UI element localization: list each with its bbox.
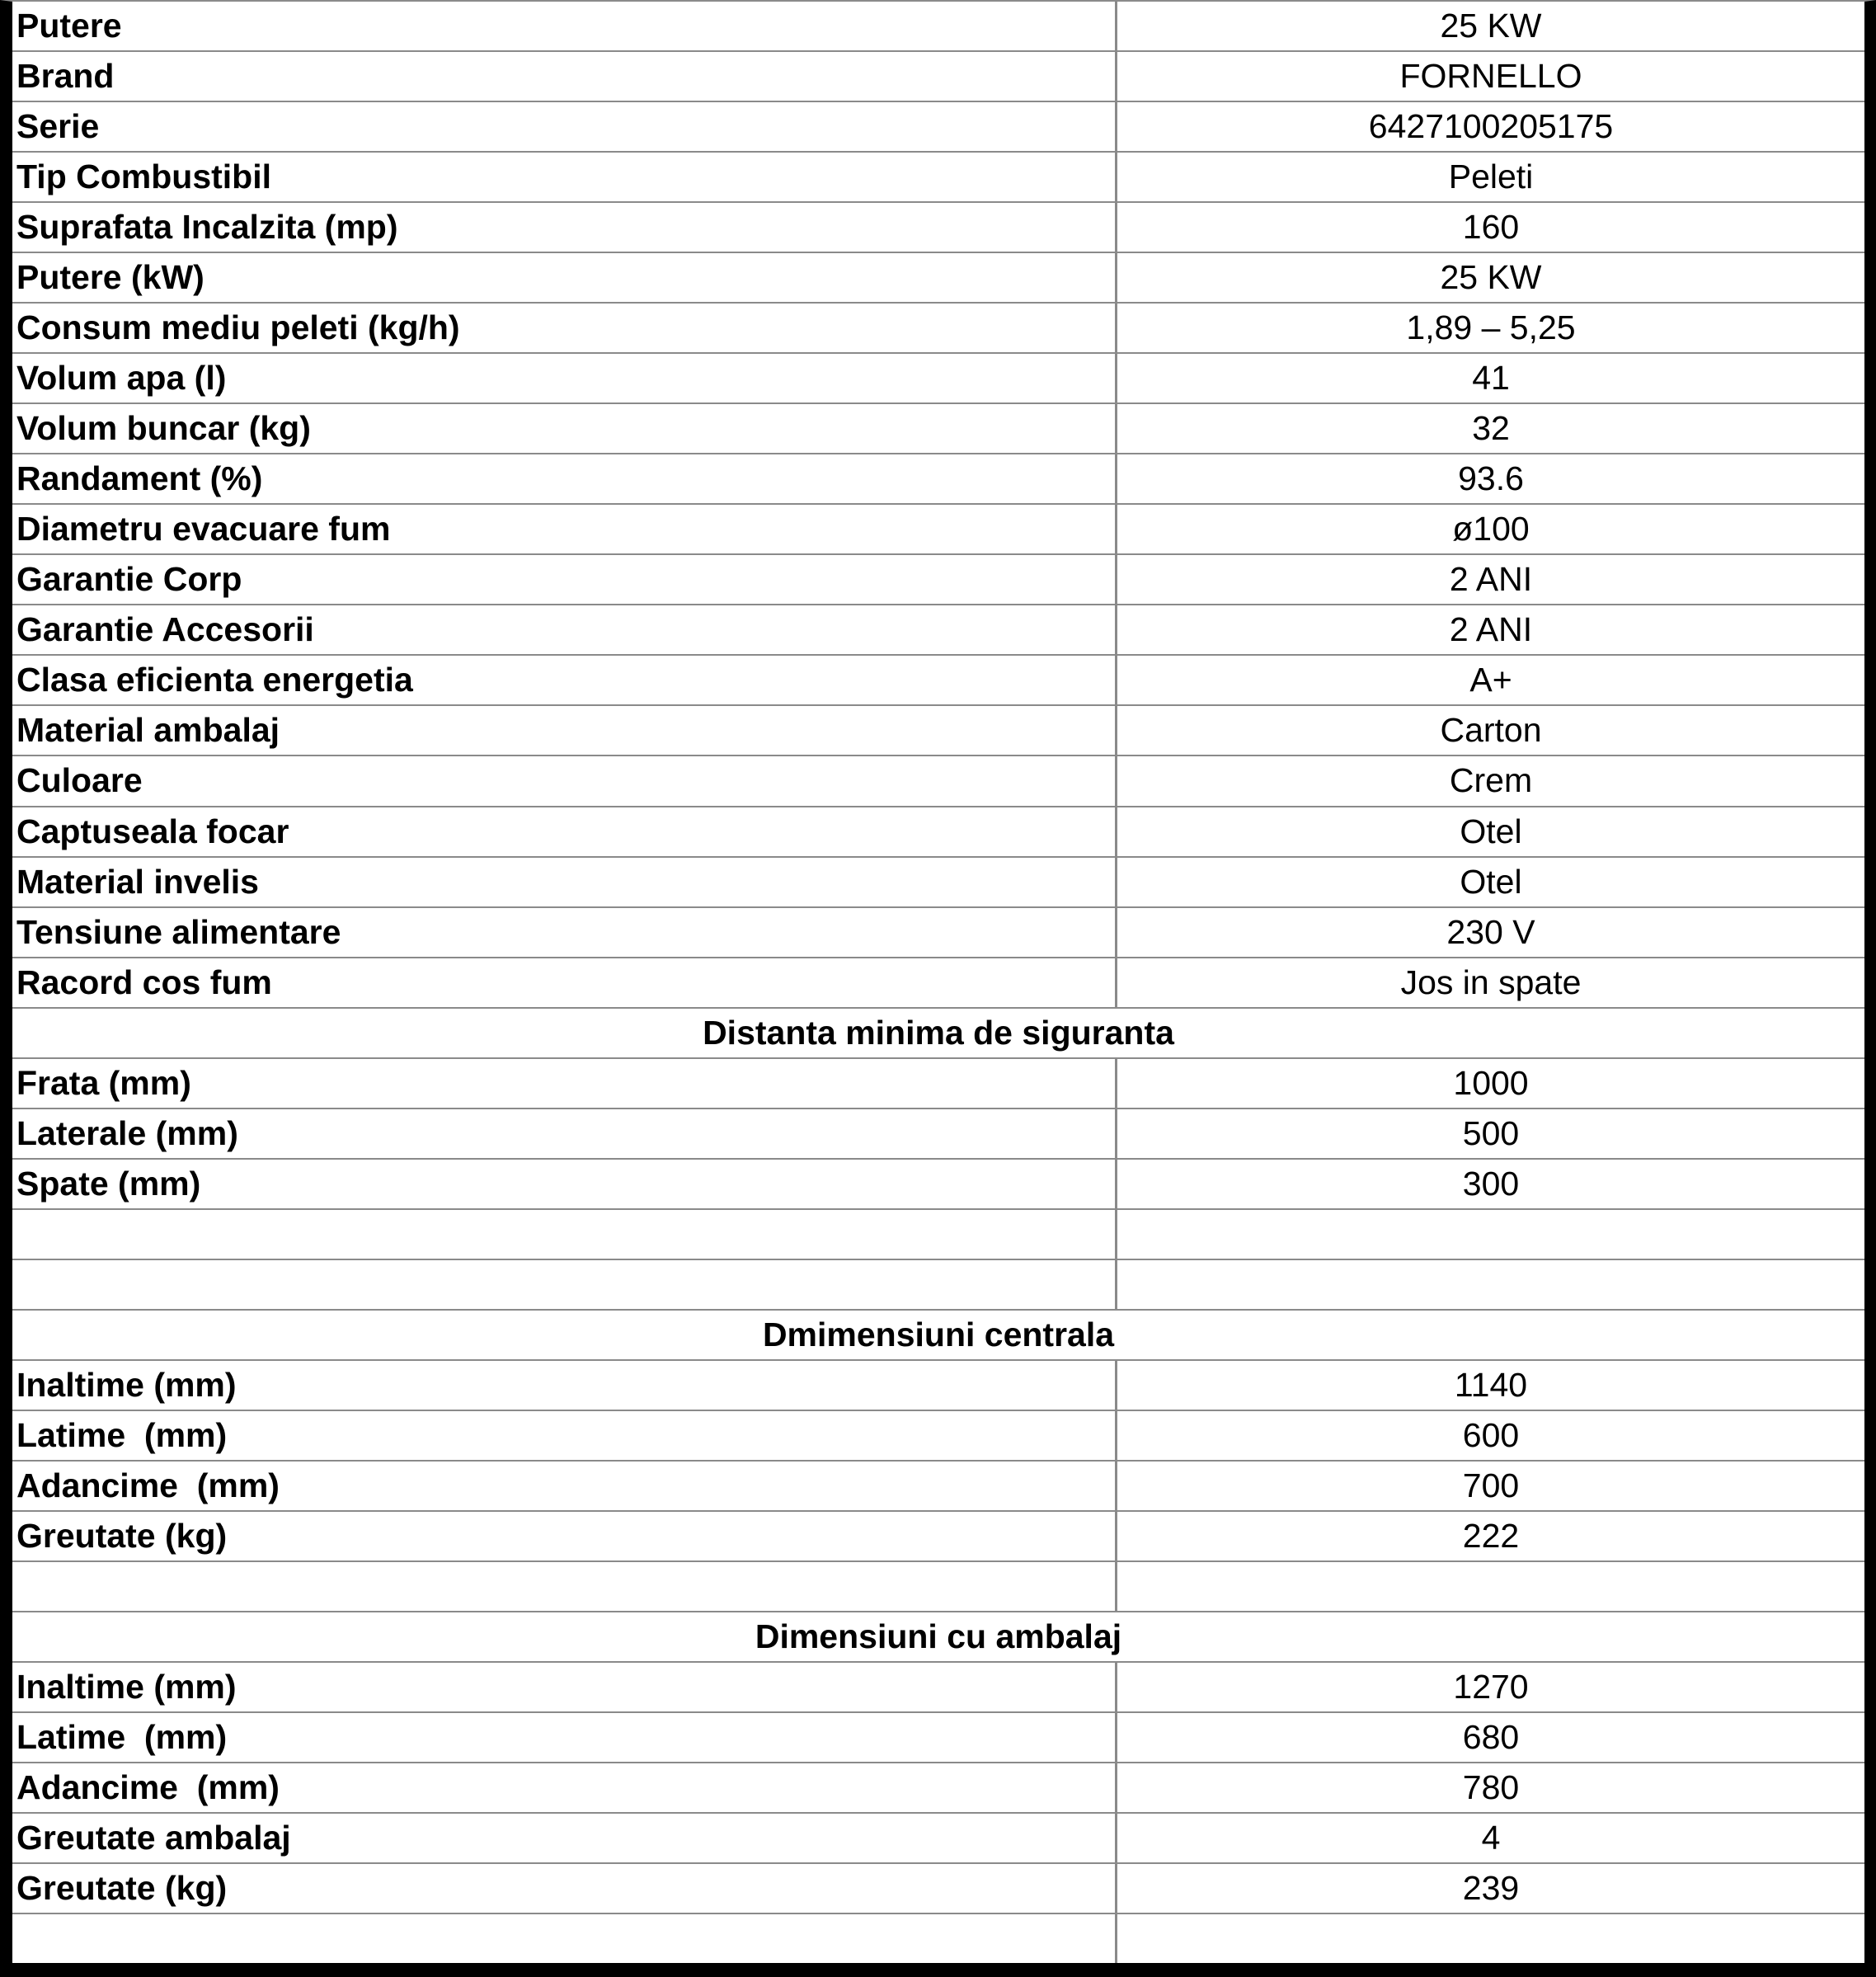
spec-value-cell: 25 KW: [1115, 2, 1864, 50]
spec-row: [12, 807, 1864, 858]
spec-row: [12, 102, 1864, 153]
spec-label-cell: Clasa eficienta energetia: [16, 661, 413, 699]
spec-value-cell: 239: [1115, 1864, 1864, 1913]
spec-row: [12, 908, 1864, 958]
spec-row: [12, 1109, 1864, 1160]
spec-value-cell: Carton: [1115, 706, 1864, 755]
spec-row: [12, 555, 1864, 605]
spec-value-cell: Otel: [1115, 858, 1864, 906]
spec-value-cell: 600: [1115, 1411, 1864, 1460]
spec-label-cell: Randament (%): [16, 459, 263, 498]
spec-label-cell: Garantie Corp: [16, 560, 242, 599]
spec-row: [12, 253, 1864, 304]
spec-row: [12, 1361, 1864, 1411]
spec-label-cell: [12, 1210, 1115, 1259]
empty-row: [12, 1260, 1864, 1311]
spec-row: [12, 1160, 1864, 1210]
empty-row: [12, 1562, 1864, 1612]
spec-row: [12, 1713, 1864, 1763]
section-header-row: [12, 1612, 1864, 1663]
spec-label-cell: Spate (mm): [16, 1164, 201, 1203]
spec-value-cell: 1140: [1115, 1361, 1864, 1410]
spec-label-cell: Tip Combustibil: [16, 158, 272, 196]
spec-label-cell: Frata (mm): [16, 1063, 191, 1102]
spec-row: [12, 1411, 1864, 1462]
section-title: Dimensiuni cu ambalaj: [755, 1617, 1122, 1656]
section-title: Dmimensiuni centrala: [762, 1315, 1115, 1353]
spec-row: [12, 656, 1864, 706]
spec-row: [12, 1763, 1864, 1814]
empty-row: [12, 1210, 1864, 1260]
spec-row: [12, 1462, 1864, 1512]
section-title: Distanta minima de siguranta: [703, 1013, 1174, 1052]
spec-label-cell: Material invelis: [16, 862, 259, 901]
spec-value-cell: [1115, 1260, 1864, 1309]
section-header-row: [12, 1311, 1864, 1361]
spec-value-cell: 41: [1115, 354, 1864, 402]
spec-row: [12, 404, 1864, 454]
spec-value-cell: Otel: [1115, 807, 1864, 856]
spec-label-cell: Laterale (mm): [16, 1113, 238, 1152]
spec-row: [12, 1814, 1864, 1864]
spec-row: [12, 52, 1864, 102]
spec-value-cell: 222: [1115, 1512, 1864, 1560]
spec-row: [12, 1663, 1864, 1713]
spec-value-cell: [1115, 1210, 1864, 1259]
spec-row: [12, 605, 1864, 656]
section-header-row: [12, 1009, 1864, 1059]
spec-label-cell: Captuseala focar: [16, 812, 289, 850]
spec-label-cell: Brand: [16, 57, 115, 96]
spec-label-cell: Racord cos fum: [16, 963, 272, 1001]
spec-value-cell: 160: [1115, 203, 1864, 252]
spec-label-cell: Adancime (mm): [16, 1466, 280, 1504]
spec-value-cell: 25 KW: [1115, 253, 1864, 302]
spec-label-cell: Consum mediu peleti (kg/h): [16, 308, 460, 347]
spec-label-cell: [12, 1562, 1115, 1611]
spec-value-cell: 780: [1115, 1763, 1864, 1812]
spec-value-cell: [1115, 1914, 1864, 1963]
spec-value-cell: 230 V: [1115, 908, 1864, 957]
spec-label-cell: Putere (kW): [16, 258, 205, 297]
spec-value-cell: 500: [1115, 1109, 1864, 1158]
empty-row: [12, 1914, 1864, 1963]
spec-value-cell: Jos in spate: [1115, 958, 1864, 1007]
spec-label-cell: Latime (mm): [16, 1718, 228, 1757]
spec-value-cell: Crem: [1115, 756, 1864, 805]
spec-label-cell: Inaltime (mm): [16, 1365, 237, 1404]
spec-label-cell: [12, 1914, 1115, 1963]
spec-row: [12, 858, 1864, 908]
spec-value-cell: 700: [1115, 1462, 1864, 1510]
spec-label-cell: Tensiune alimentare: [16, 912, 341, 951]
spec-row: [12, 1059, 1864, 1109]
spec-row: [12, 203, 1864, 253]
spec-value-cell: 1,89 – 5,25: [1115, 304, 1864, 352]
spec-row: [12, 505, 1864, 555]
spec-row: [12, 756, 1864, 807]
spec-value-cell: 93.6: [1115, 454, 1864, 503]
spec-row: [12, 153, 1864, 203]
spec-row: [12, 1512, 1864, 1562]
spec-row: [12, 706, 1864, 756]
spec-value-cell: FORNELLO: [1115, 52, 1864, 101]
spec-value-cell: 4: [1115, 1814, 1864, 1862]
spec-value-cell: 6427100205175: [1115, 102, 1864, 151]
spec-value-cell: 2 ANI: [1115, 605, 1864, 654]
spec-value-cell: Peleti: [1115, 153, 1864, 201]
spec-value-cell: 680: [1115, 1713, 1864, 1762]
spec-value-cell: 1270: [1115, 1663, 1864, 1711]
spec-row: [12, 304, 1864, 354]
spec-label-cell: Diametru evacuare fum: [16, 510, 391, 548]
spec-value-cell: ø100: [1115, 505, 1864, 553]
spec-label-cell: Greutate ambalaj: [16, 1819, 291, 1857]
spec-value-cell: [1115, 1562, 1864, 1611]
spec-label-cell: Material ambalaj: [16, 711, 280, 750]
spec-row: [12, 454, 1864, 505]
spec-label-cell: Adancime (mm): [16, 1768, 280, 1807]
spec-label-cell: Garantie Accesorii: [16, 610, 314, 649]
spec-label-cell: Greutate (kg): [16, 1516, 228, 1555]
spec-label-cell: Latime (mm): [16, 1415, 228, 1454]
spec-row: [12, 2, 1864, 52]
spec-row: [12, 1864, 1864, 1914]
spec-label-cell: Volum buncar (kg): [16, 409, 311, 448]
spec-value-cell: A+: [1115, 656, 1864, 704]
spec-label-cell: Putere: [16, 7, 122, 45]
spec-label-cell: Volum apa (l): [16, 359, 227, 398]
spec-label-cell: Greutate (kg): [16, 1869, 228, 1908]
spec-label-cell: [12, 1260, 1115, 1309]
spec-label-cell: Serie: [16, 107, 100, 146]
spec-value-cell: 300: [1115, 1160, 1864, 1208]
spec-row: [12, 354, 1864, 404]
spec-value-cell: 32: [1115, 404, 1864, 453]
spec-label-cell: Suprafata Incalzita (mp): [16, 208, 398, 247]
spec-value-cell: 1000: [1115, 1059, 1864, 1108]
spec-label-cell: Culoare: [16, 761, 143, 800]
spec-label-cell: Inaltime (mm): [16, 1668, 237, 1706]
spec-row: [12, 958, 1864, 1009]
spec-value-cell: 2 ANI: [1115, 555, 1864, 604]
